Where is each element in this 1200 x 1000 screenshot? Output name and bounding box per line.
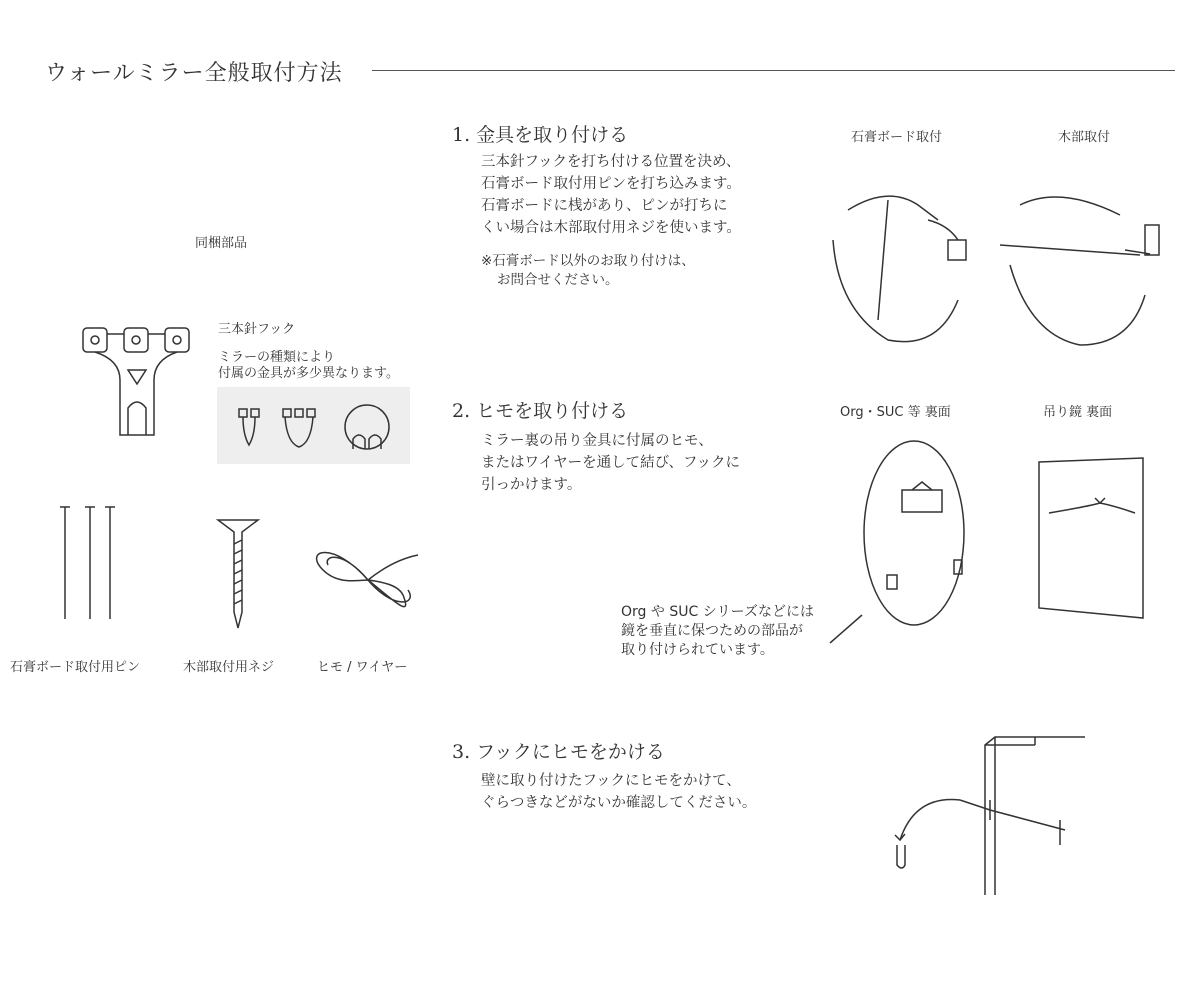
step-2-line: またはワイヤーを通して結び、フックに [481, 455, 740, 471]
fig-label-wood: 木部取付 [1058, 130, 1111, 145]
step-3-line: 壁に取り付けたフックにヒモをかけて、 [481, 773, 741, 789]
step-1-line: くい場合は木部取付用ネジを使います。 [481, 220, 741, 236]
fig-label-org-suc: Org・SUC 等 裏面 [840, 405, 951, 420]
fig-label-gypsum: 石膏ボード取付 [851, 130, 943, 145]
step-1-title: 1. 金具を取り付ける [452, 124, 629, 146]
screw-label: 木部取付用ネジ [183, 660, 275, 675]
string-label: ヒモ / ワイヤー [317, 660, 408, 675]
step-1-line: 三本針フックを打ち付ける位置を決め、 [481, 154, 741, 170]
callout-line-text: 取り付けられています。 [621, 642, 774, 658]
screw-illustration [215, 518, 265, 633]
parts-heading: 同梱部品 [195, 236, 248, 251]
step-1-line: 石膏ボード取付用ピンを打ち込みます。 [481, 176, 741, 192]
step-3-title: 3. フックにヒモをかける [452, 741, 665, 763]
step-1-note: ※石膏ボード以外のお取り付けは、 [481, 253, 695, 269]
hook-variants-icon [237, 405, 397, 455]
rect-mirror-back-illustration [1035, 458, 1150, 618]
pin-label: 石膏ボード取付用ピン [10, 660, 141, 675]
step-2-line: ミラー裏の吊り金具に付属のヒモ、 [481, 433, 713, 449]
title-rule [372, 70, 1175, 71]
hammer-hand-illustration [828, 180, 988, 350]
callout-line-text: 鏡を垂直に保つための部品が [621, 623, 803, 639]
hanging-hook-illustration [885, 735, 1085, 900]
step-3-line: ぐらつきなどがないか確認してください。 [481, 795, 757, 811]
fig-label-hanging-mirror: 吊り鏡 裏面 [1043, 405, 1113, 420]
pins-illustration [55, 505, 125, 625]
hook-variants-panel [217, 387, 410, 464]
step-1-line: 石膏ボードに桟があり、ピンが打ちに [481, 198, 728, 214]
string-illustration [313, 530, 423, 625]
hook-note-line: 付属の金具が多少異なります。 [218, 366, 399, 381]
step-2-line: 引っかけます。 [481, 477, 582, 493]
callout-line-text: Org や SUC シリーズなどには [621, 604, 814, 620]
step-1-note: お問合せください。 [497, 272, 619, 288]
screwdriver-hand-illustration [1000, 185, 1170, 350]
three-pin-hook-illustration [80, 320, 200, 440]
step-2-title: 2. ヒモを取り付ける [452, 400, 629, 422]
hook-note-line: ミラーの種類により [218, 350, 336, 365]
callout-line [830, 615, 870, 645]
page-title: ウォールミラー全般取付方法 [45, 61, 343, 86]
round-mirror-back-illustration [862, 440, 972, 630]
hook-label: 三本針フック [218, 322, 296, 337]
